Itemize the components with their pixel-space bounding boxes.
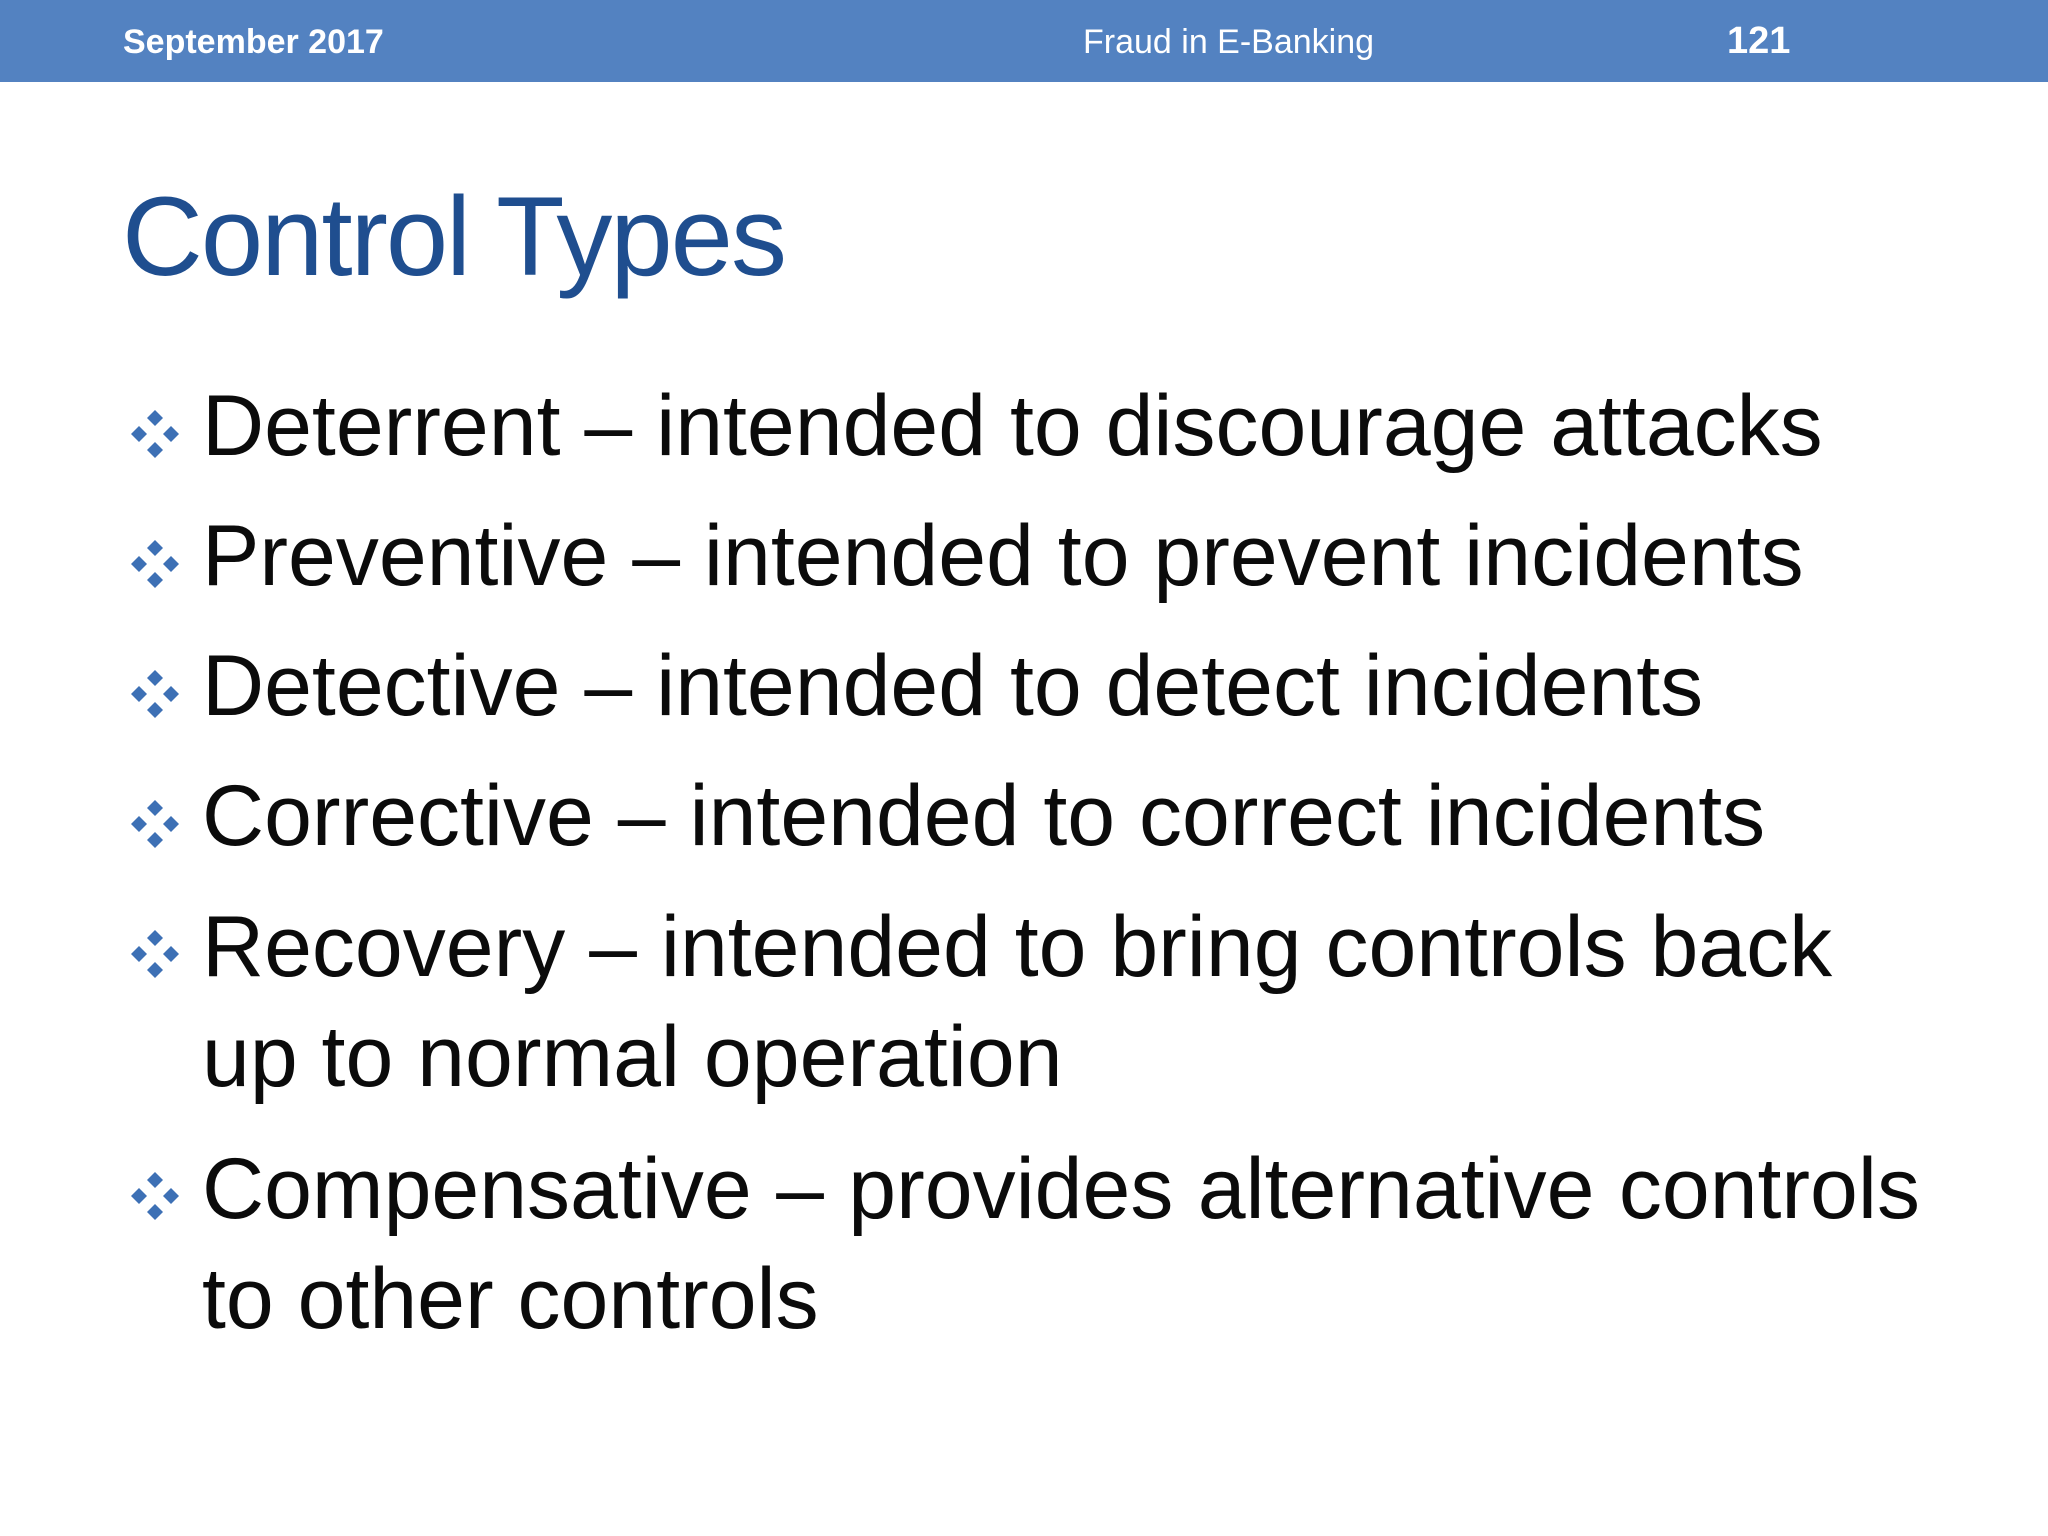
bullet-list — [120, 372, 1920, 1376]
bullet-text: Recovery – intended to bring controls back up to normal operation — [202, 899, 1833, 1105]
header-date: September 2017 — [123, 23, 384, 61]
four-diamond-bullet-icon — [125, 532, 185, 592]
four-diamond-bullet-icon — [125, 662, 185, 722]
slide-title: Control Types — [122, 174, 785, 299]
header-title: Fraud in E-Banking — [1083, 23, 1375, 61]
bullet-recovery — [120, 892, 1920, 1112]
bullet-text: Corrective – intended to correct incidents — [202, 768, 1766, 864]
bullet-compensative — [120, 1134, 1920, 1354]
four-diamond-bullet-icon — [125, 792, 185, 852]
bullet-deterrent — [120, 372, 1920, 480]
page-number: 121 — [1727, 20, 1791, 62]
bullet-preventive — [120, 502, 1920, 610]
four-diamond-bullet-icon — [125, 1164, 185, 1224]
bullet-text: Detective – intended to detect incidents — [202, 638, 1704, 734]
bullet-corrective — [120, 762, 1920, 870]
four-diamond-bullet-icon — [125, 922, 185, 982]
bullet-text: Compensative – provides alternative controls to other controls — [202, 1141, 1920, 1347]
bullet-detective — [120, 632, 1920, 740]
header-bar — [0, 0, 2048, 82]
bullet-text: Preventive – intended to prevent incidents — [202, 508, 1804, 604]
four-diamond-bullet-icon — [125, 402, 185, 462]
bullet-text: Deterrent – intended to discourage attacks — [202, 378, 1823, 474]
